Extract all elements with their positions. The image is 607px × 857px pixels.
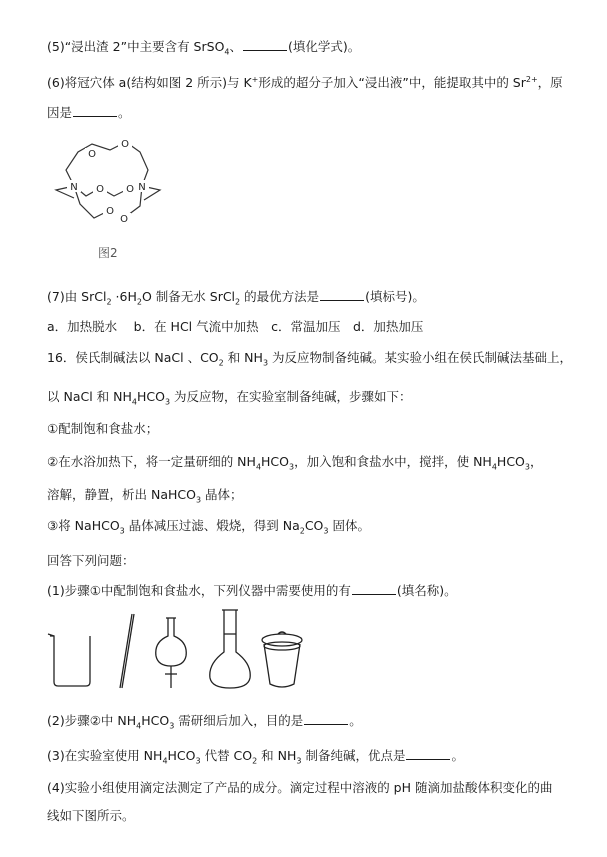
q7-b: ·6H <box>111 289 137 304</box>
step-1: ①配制饱和食盐水； <box>47 421 159 436</box>
a1-post: (填名称)。 <box>396 583 457 598</box>
atom-o2: O <box>121 139 129 150</box>
q7-sub3: 2 <box>235 297 241 307</box>
s2-s1: 4 <box>255 462 262 472</box>
separatory-funnel-icon <box>156 618 187 688</box>
answer-4-line1: (4)实验小组使用滴定法测定了产品的成分。滴定过程中溶液的 pH 随滴加盐酸体积变化的曲 <box>47 780 553 795</box>
q6-sup-sr: 2+ <box>525 74 538 84</box>
s3-s1: 3 <box>119 526 125 536</box>
q6-text-c: ，原 <box>537 75 563 90</box>
beaker-icon <box>48 634 90 686</box>
question-7-options: a．加热脱水 b．在 HCl 气流中加热 c．常温加压 d．加热加压 <box>47 319 424 334</box>
q16-l2s2: 3 <box>164 397 171 407</box>
a3-d: 和 NH <box>257 748 297 763</box>
atom-o4: O <box>126 184 134 195</box>
a1-blank[interactable] <box>352 582 396 595</box>
step-3 <box>47 518 370 534</box>
atom-o3: O <box>96 184 104 195</box>
q6-reason: 因是 <box>47 105 73 120</box>
atom-n1: N <box>70 182 78 193</box>
q7-c: O 制备无水 SrCl <box>141 289 236 304</box>
s3-s3: 3 <box>323 526 329 536</box>
q6-text-b: 形成的超分子加入“浸出液”中，能提取其中的 Sr <box>258 75 526 90</box>
s2-e: ， <box>529 454 543 469</box>
question-5 <box>47 38 360 55</box>
a3-s4: 3 <box>296 756 302 766</box>
s2-l2b: 晶体； <box>201 487 243 502</box>
q16-c: 为反应物制备纯碱。某实验小组在侯氏制碱法基础上， <box>268 350 573 365</box>
s2-s3: 4 <box>491 462 497 472</box>
q16-l2c: 为反应物，在实验室制备纯碱，步骤如下： <box>170 389 412 404</box>
a2-c: 需研细后加入，目的是 <box>174 713 304 728</box>
answer-3 <box>47 747 464 764</box>
a3-s1: 4 <box>162 756 168 766</box>
s3-a: ③将 NaHCO <box>47 518 120 533</box>
s2-s2: 3 <box>289 462 295 472</box>
q5-text: (5)“浸出渣 2”中主要含有 SrSO <box>47 39 225 54</box>
q5-sep: 、 <box>229 39 243 54</box>
s2-l2s1: 3 <box>195 495 202 505</box>
q7-blank[interactable] <box>320 288 364 301</box>
q7-a: (7)由 SrCl <box>47 289 107 304</box>
atom-n2: N <box>138 182 146 193</box>
q16-b: 和 NH <box>223 350 263 365</box>
cryptand-figure <box>44 130 174 242</box>
a1-pre: (1)步骤①中配制饱和食盐水，下列仪器中需要使用的有 <box>47 583 351 598</box>
s3-s2: 2 <box>299 526 305 536</box>
s3-b: 晶体减压过滤、煅烧，得到 Na <box>124 518 300 533</box>
q7-d: 的最优方法是 <box>240 289 320 304</box>
answer-1 <box>47 582 457 599</box>
a2-blank[interactable] <box>304 712 348 725</box>
q16-s1: 2 <box>218 358 224 368</box>
s2-b: HCO <box>261 454 289 469</box>
question-7 <box>47 288 425 305</box>
q5-blank[interactable] <box>243 38 287 51</box>
apparatus-row <box>44 606 314 690</box>
q16-l2b: HCO <box>136 389 165 404</box>
s3-d: 固体。 <box>328 518 370 533</box>
step-2-line2 <box>47 487 243 503</box>
q6-text-a: (6)将冠穴体 a(结构如图 2 所示)与 K <box>47 75 252 90</box>
q16-l2a: 以 NaCl 和 NH <box>47 389 132 404</box>
a3-blank[interactable] <box>406 747 450 760</box>
a2-s2: 3 <box>169 721 175 731</box>
question-16-line2 <box>47 389 412 405</box>
q6-blank[interactable] <box>73 104 117 117</box>
q7-sub2: 2 <box>136 297 142 307</box>
a2-b: HCO <box>141 713 170 728</box>
answer-2 <box>47 712 362 729</box>
q16-a: 16．侯氏制碱法以 NaCl 、CO <box>47 350 219 365</box>
q6-sup-k: + <box>251 74 259 84</box>
atom-o6: O <box>120 214 128 225</box>
a2-s1: 4 <box>136 721 142 731</box>
q16-s2: 3 <box>262 358 269 368</box>
s2-s4: 3 <box>524 462 530 472</box>
a3-s3: 2 <box>252 756 258 766</box>
crucible-icon <box>262 632 302 687</box>
question-6-line2 <box>47 104 131 121</box>
a3-s2: 3 <box>195 756 201 766</box>
volumetric-flask-icon <box>210 610 250 688</box>
question-16-line1 <box>47 350 572 366</box>
a3-a: (3)在实验室使用 NH <box>47 748 163 763</box>
answer-4-line2: 线如下图所示。 <box>47 808 135 823</box>
atom-o1: O <box>88 149 96 160</box>
q5-post: (填化学式)。 <box>288 39 361 54</box>
a3-e: 制备纯碱，优点是 <box>301 748 406 763</box>
q16-l2s1: 4 <box>131 397 137 407</box>
step-2-line1 <box>47 454 543 470</box>
a3-c: 代替 CO <box>200 748 253 763</box>
figure-2-caption: 图2 <box>98 246 118 260</box>
a2-d: 。 <box>349 713 362 728</box>
question-6-line1 <box>47 75 563 91</box>
answer-intro: 回答下列问题： <box>47 553 135 568</box>
a2-a: (2)步骤②中 NH <box>47 713 137 728</box>
atom-o5: O <box>106 206 114 217</box>
s2-l2a: 溶解，静置，析出 NaHCO <box>47 487 196 502</box>
glass-rod-icon <box>120 614 134 688</box>
a3-b: HCO <box>167 748 196 763</box>
s2-d: HCO <box>496 454 525 469</box>
a3-f: 。 <box>451 748 464 763</box>
s3-c: CO <box>304 518 324 533</box>
q7-sub1: 2 <box>106 297 112 307</box>
s2-c: ，加入饱和食盐水中，搅拌，使 NH <box>294 454 492 469</box>
q7-e: (填标号)。 <box>365 289 425 304</box>
q6-end: 。 <box>118 105 131 120</box>
s2-a: ②在水浴加热下，将一定量研细的 NH <box>47 454 256 469</box>
q5-sub: 4 <box>224 47 230 57</box>
